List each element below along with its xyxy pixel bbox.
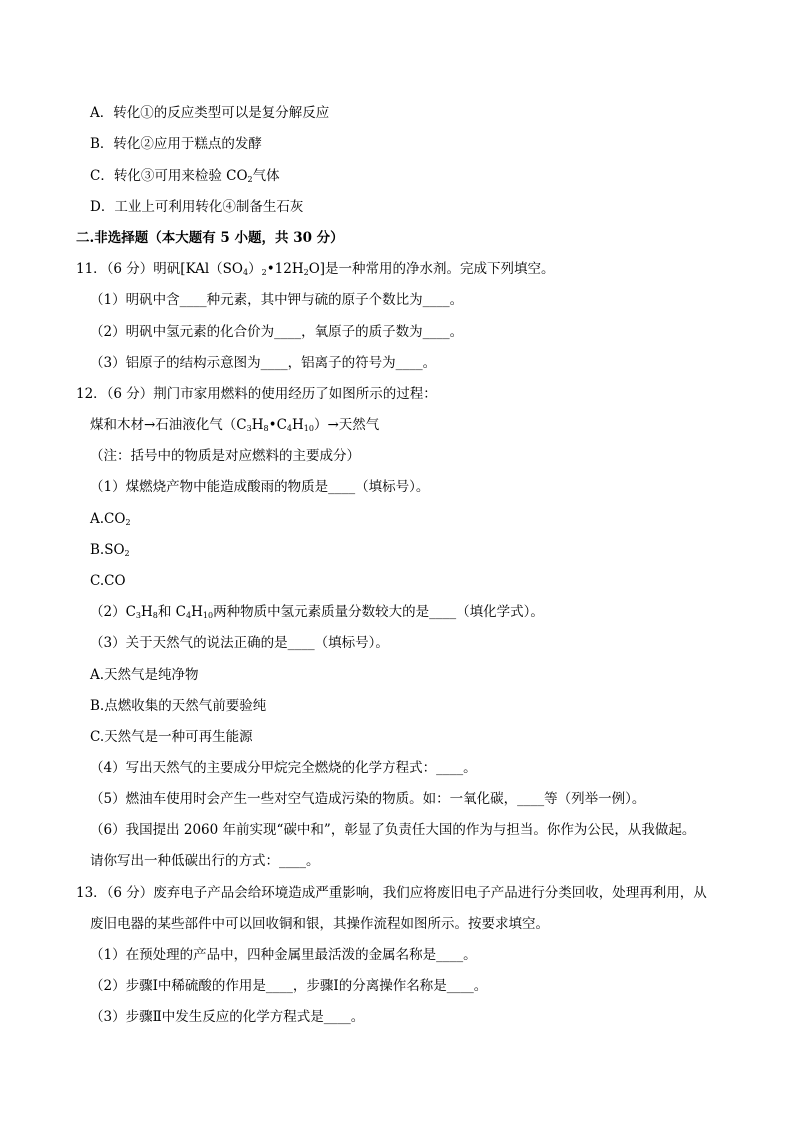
text-segment: B．转化②应用于糕点的发酵 [90, 136, 262, 152]
text-line [90, 603, 544, 621]
subscript: 10 [303, 424, 314, 433]
text-segment: D．工业上可利用转化④制备生石灰 [90, 199, 304, 215]
text-line [90, 416, 379, 434]
text-segment: 请你写出一种低碳出行的方式：____。 [90, 853, 320, 869]
text-line [90, 852, 320, 870]
text-segment: （1）在预处理的产品中，四种金属里最活泼的金属名称是____。 [90, 947, 477, 963]
text-line [90, 104, 329, 122]
text-line [90, 634, 389, 652]
text-segment: H [251, 417, 264, 433]
text-segment: ） [248, 261, 262, 277]
text-segment: 二.非选择题（本大题有 5 小题，共 30 分） [76, 230, 344, 246]
text-line [90, 510, 131, 528]
subscript: 2 [303, 268, 309, 277]
text-line [90, 167, 280, 185]
subscript: 8 [152, 611, 158, 620]
text-line [90, 198, 303, 216]
subscript: 2 [124, 549, 130, 558]
text-segment: （1）明矾中含____种元素，其中钾与硫的原子个数比为____。 [90, 292, 464, 308]
text-segment: （1）煤燃烧产物中能造成酸雨的物质是____（填标号）。 [90, 479, 430, 495]
subscript: 8 [263, 424, 269, 433]
text-segment: （5）燃油车使用时会产生一些对空气造成污染的物质。如：一氧化碳，____等（列举一例）。 [90, 791, 646, 807]
subscript: 10 [202, 611, 214, 620]
subscript: 3 [135, 611, 142, 620]
text-segment: （4）写出天然气的主要成分甲烷完全燃烧的化学方程式：____。 [90, 760, 477, 776]
text-line [90, 1008, 364, 1026]
text-segment: 11．（6 分）明矾[KAl（SO [76, 261, 243, 277]
text-segment: C.天然气是一种可再生能源 [90, 729, 253, 745]
subscript: 2 [247, 175, 253, 184]
text-segment: 13．（6 分）废弃电子产品会给环境造成严重影响，我们应将废旧电子产品进行分类回收，处理再利用，从 [76, 885, 707, 901]
text-segment: （3）铝原子的结构示意图为____，铝离子的符号为____。 [90, 355, 437, 371]
text-segment: （2）C [90, 604, 136, 620]
text-segment: 废旧电器的某些部件中可以回收铜和银，其操作流程如图所示。按要求填空。 [90, 916, 549, 932]
subscript: 2 [125, 518, 131, 527]
text-segment: 和 C [157, 604, 187, 620]
text-line [90, 790, 645, 808]
text-line [90, 291, 463, 309]
subscript: 4 [286, 424, 292, 433]
section-heading [76, 229, 344, 247]
text-segment: （2）明矾中氢元素的化合价为____，氧原子的质子数为____。 [90, 324, 464, 340]
text-segment: （2）步骤Ⅰ中稀硫酸的作用是____，步骤Ⅰ的分离操作名称是____。 [90, 978, 488, 994]
text-line [90, 821, 695, 839]
text-line [90, 447, 360, 465]
text-line [90, 572, 126, 590]
text-segment: A.天然气是纯净物 [90, 667, 199, 683]
text-line [90, 728, 253, 746]
subscript: 4 [243, 268, 249, 277]
text-segment: H [141, 604, 153, 620]
text-segment: （6）我国提出 2060 年前实现“碳中和”，彰显了负责任大国的作为与担当。你作为公民，从我做起。 [90, 822, 696, 838]
text-line [90, 354, 436, 372]
text-segment: H [191, 604, 203, 620]
text-segment: 煤和木材→石油液化气（C [90, 417, 247, 433]
text-segment: A.CO [90, 511, 126, 527]
text-segment: A．转化①的反应类型可以是复分解反应 [90, 105, 330, 121]
text-line [90, 541, 130, 559]
text-segment: •12H [266, 261, 304, 277]
text-line [90, 915, 549, 933]
text-segment: ）→天然气 [313, 417, 380, 433]
text-segment: B.点燃收集的天然气前要验纯 [90, 698, 267, 714]
text-segment: O]是一种常用的净水剂。完成下列填空。 [308, 261, 555, 277]
text-line [90, 697, 266, 715]
subscript: 3 [246, 424, 252, 433]
text-line [90, 323, 463, 341]
text-line [90, 759, 477, 777]
text-line [76, 884, 707, 902]
text-line [90, 666, 199, 684]
text-segment: 两种物质中氢元素质量分数较大的是____（填化学式）。 [213, 604, 544, 620]
text-line [90, 946, 477, 964]
text-segment: C．转化③可用来检验 CO [90, 168, 248, 184]
text-segment: •C [268, 417, 287, 433]
text-line [90, 478, 429, 496]
text-segment: （注：括号中的物质是对应燃料的主要成分） [90, 448, 360, 464]
text-segment: C.CO [90, 573, 126, 589]
subscript: 4 [186, 611, 192, 620]
text-segment: 12．（6 分）荆门市家用燃料的使用经历了如图所示的过程： [76, 386, 437, 402]
text-line [76, 385, 437, 403]
text-line [90, 135, 262, 153]
text-line [90, 977, 487, 995]
text-segment: （3）关于天然气的说法正确的是____（填标号）。 [90, 635, 389, 651]
text-segment: B.SO [90, 542, 125, 558]
text-segment: H [292, 417, 304, 433]
subscript: 2 [261, 268, 267, 277]
text-segment: 气体 [252, 168, 280, 184]
text-line [76, 260, 555, 278]
text-segment: （3）步骤Ⅱ中发生反应的化学方程式是____。 [90, 1009, 365, 1025]
